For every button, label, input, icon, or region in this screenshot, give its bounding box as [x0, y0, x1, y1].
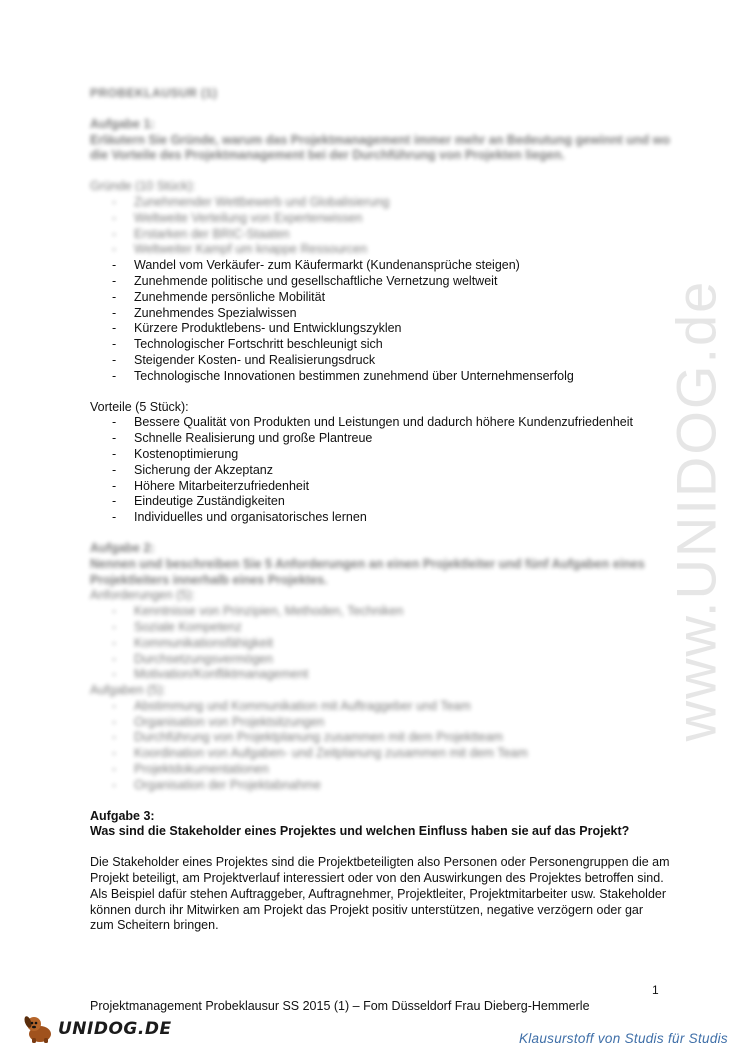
task-1-heading: Aufgabe 1: — [90, 116, 155, 131]
requirements-label: Anforderungen (5): — [90, 588, 195, 603]
logo-text: UNIDOG.DE — [58, 1019, 172, 1039]
reason-item: - Erstarken der BRIC-Staaten — [90, 227, 670, 243]
task-1-section — [90, 117, 670, 526]
task-3-section — [90, 809, 670, 935]
task-item: - Abstimmung und Kommunikation mit Auftraggeber und Team — [90, 699, 670, 715]
reasons-label: Gründe (10 Stück): — [90, 179, 196, 194]
tasks-list — [90, 699, 670, 794]
footer-text: Projektmanagement Probeklausur SS 2015 (1) – Fom Düsseldorf Frau Dieberg-Hemmerle — [90, 999, 590, 1013]
document-title: PROBEKLAUSUR (1) — [90, 86, 218, 100]
reason-item: - Kürzere Produktlebens- und Entwicklungszyklen — [90, 321, 670, 337]
requirement-item: - Soziale Kompetenz — [90, 620, 670, 636]
task-3-answer: Die Stakeholder eines Projektes sind die Projektbeteiligten also Personen oder Personengruppen die am Projekt beteiligt, am Projektverlauf interessiert oder von den Auswirkungen des Projektes betroffen sind. Als Beispiel dafür stehen Auftraggeber, Auftragnehmer, Projektleiter, Projektmitarbeiter usw. Stakeholder können durch ihr Mitwirken am Projekt das Projekt positiv unterstützen, negative verzögern oder gar zum Scheitern bringen. — [90, 855, 670, 933]
task-item: - Organisation der Projektabnahme — [90, 778, 670, 794]
requirement-item: - Motivation/Konfliktmanagement — [90, 667, 670, 683]
task-1-question: Erläutern Sie Gründe, warum das Projektmanagement immer mehr an Bedeutung gewinnt und wo die Vorteile des Projektmanagement bei der Durchführung von Projekten liegen. — [90, 132, 670, 163]
task-3-heading: Aufgabe 3: — [90, 808, 155, 823]
page-number: 1 — [652, 983, 659, 997]
reason-item: - Technologische Innovationen bestimmen zunehmend über Unternehmenserfolg — [90, 369, 670, 385]
reason-item: - Weltweiter Kampf um knappe Ressourcen — [90, 242, 670, 258]
dog-icon — [22, 1014, 56, 1044]
tagline: Klausurstoff von Studis für Studis — [518, 1031, 728, 1046]
reason-item: - Steigender Kosten- und Realisierungsdruck — [90, 353, 670, 369]
task-2-section — [90, 541, 670, 794]
requirements-list — [90, 604, 670, 683]
reason-item: - Zunehmender Wettbewerb und Globalisierung — [90, 195, 670, 211]
task-2-question: Nennen und beschreiben Sie 5 Anforderungen an einen Projektleiter und fünf Aufgaben eines Projektleiters innerhalb eines Projektes. — [90, 556, 645, 587]
advantage-item: - Höhere Mitarbeiterzufriedenheit — [90, 479, 670, 495]
task-item: - Koordination von Aufgaben- und Zeitplanung zusammen mit dem Team — [90, 746, 670, 762]
watermark: www.UNIDOG.de — [664, 279, 728, 741]
reasons-blurred-list — [90, 195, 670, 258]
reasons-list — [90, 258, 670, 384]
reason-item: - Wandel vom Verkäufer- zum Käufermarkt (Kundenansprüche steigen) — [90, 258, 670, 274]
advantage-item: - Bessere Qualität von Produkten und Leistungen und dadurch höhere Kundenzufriedenheit — [90, 415, 670, 431]
tasks-label: Aufgaben (5): — [90, 683, 166, 698]
advantage-item: - Individuelles und organisatorisches lernen — [90, 510, 670, 526]
task-item: - Durchführung von Projektplanung zusammen mit dem Projektteam — [90, 730, 670, 746]
task-item: - Organisation von Projektsitzungen — [90, 715, 670, 731]
requirement-item: - Kenntnisse von Prinzipien, Methoden, Techniken — [90, 604, 670, 620]
advantage-item: - Schnelle Realisierung und große Plantreue — [90, 431, 670, 447]
advantages-label: Vorteile (5 Stück): — [90, 399, 189, 414]
reason-item: - Weltweite Verteilung von Expertenwissen — [90, 211, 670, 227]
requirement-item: - Kommunikationsfähigkeit — [90, 636, 670, 652]
task-item: - Projektdokumentationen — [90, 762, 670, 778]
advantage-item: - Sicherung der Akzeptanz — [90, 463, 670, 479]
reason-item: - Zunehmendes Spezialwissen — [90, 306, 670, 322]
requirement-item: - Durchsetzungsvermögen — [90, 652, 670, 668]
task-2-heading: Aufgabe 2: — [90, 540, 155, 555]
advantage-item: - Eindeutige Zuständigkeiten — [90, 494, 670, 510]
reason-item: - Zunehmende politische und gesellschaftliche Vernetzung weltweit — [90, 274, 670, 290]
advantages-list — [90, 415, 670, 526]
task-3-question: Was sind die Stakeholder eines Projektes und welchen Einfluss haben sie auf das Projekt? — [90, 824, 630, 839]
unidog-logo — [22, 1014, 172, 1044]
reason-item: - Technologischer Fortschritt beschleunigt sich — [90, 337, 670, 353]
reason-item: - Zunehmende persönliche Mobilität — [90, 290, 670, 306]
advantage-item: - Kostenoptimierung — [90, 447, 670, 463]
document-body — [90, 86, 670, 934]
